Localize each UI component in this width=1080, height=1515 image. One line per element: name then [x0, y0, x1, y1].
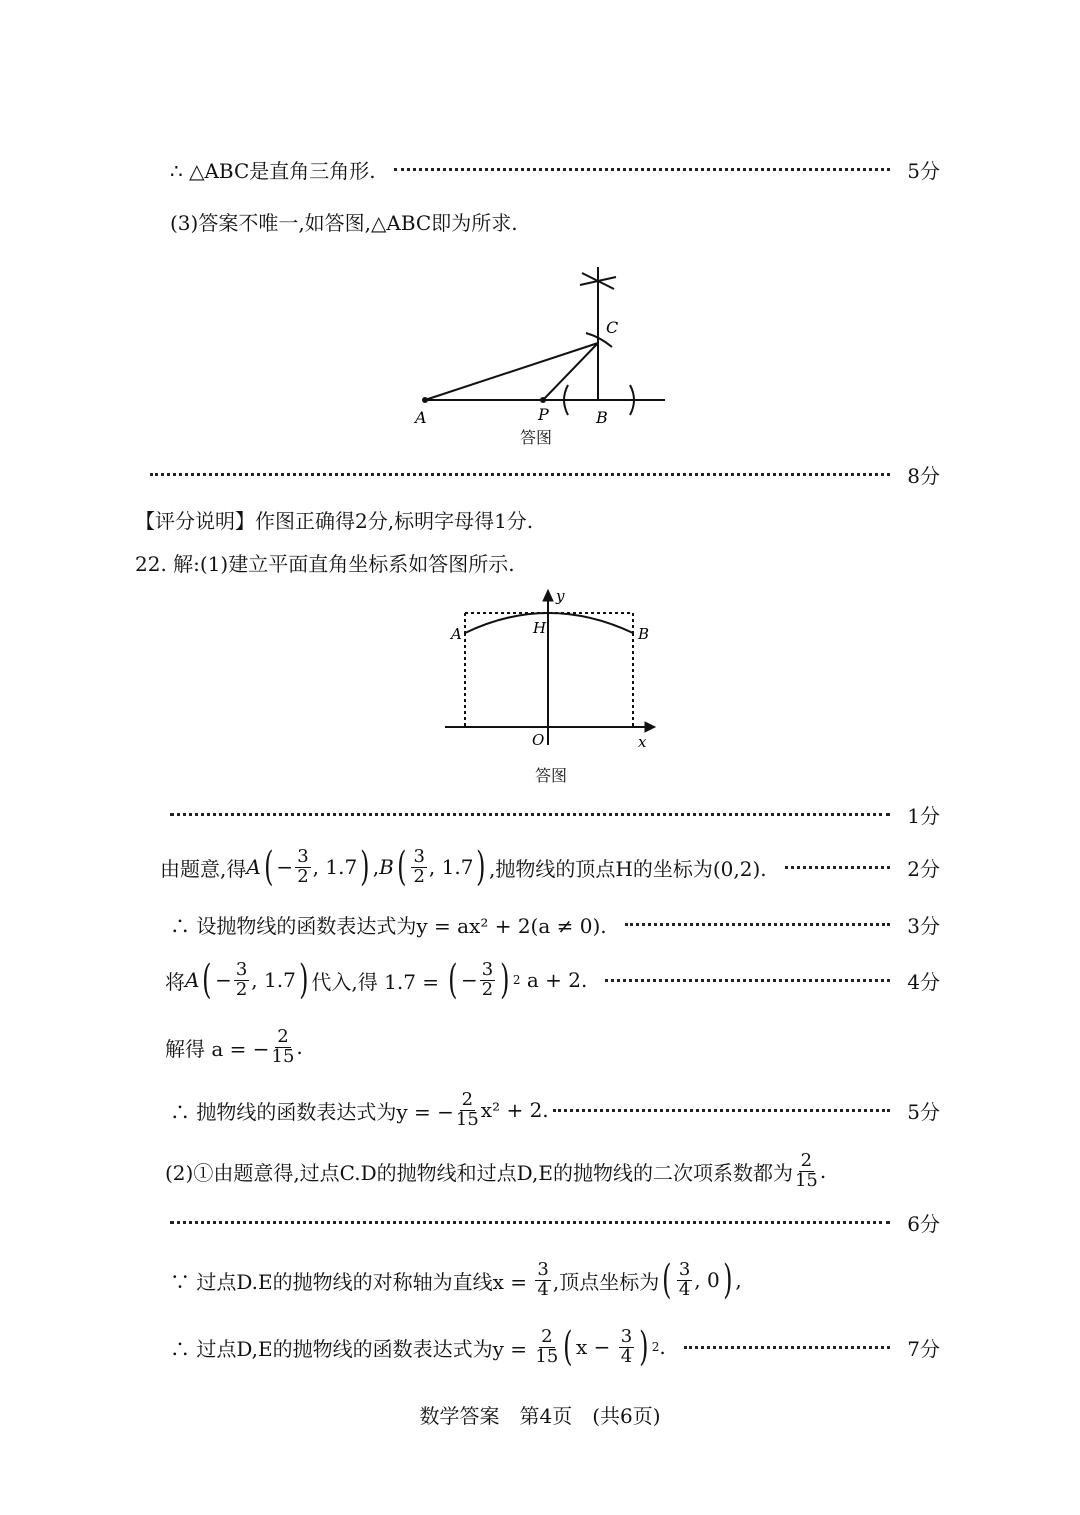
- suffix: x² + 2.: [480, 1098, 549, 1122]
- dot-leader: [170, 813, 890, 816]
- exponent: 2: [651, 1340, 660, 1354]
- y-arrow: [543, 590, 553, 601]
- prefix: 将: [165, 969, 185, 994]
- dot-leader: [150, 473, 890, 476]
- fraction: $\frac{2}{15}$: [455, 1088, 479, 1130]
- page-footer: 数学答案 第4页 (共6页): [419, 1404, 661, 1428]
- axis-line: ∵ 过点D.E的抛物线的对称轴为直线x = $\frac{3}{4}$ ,顶点坐标为 ( $\frac{3}{4}$ , 0 ) ,: [170, 1257, 742, 1303]
- fraction: $\frac{3}{2}$: [413, 845, 425, 887]
- dot-leader: [785, 866, 890, 869]
- score: 7分: [907, 1336, 940, 1361]
- A-y: 1.7: [264, 968, 296, 992]
- score-line-8: [130, 460, 940, 489]
- segment-AC: [425, 343, 598, 400]
- dot-leader: [553, 1109, 890, 1112]
- coordinate-figure: [440, 585, 670, 760]
- score: 3分: [907, 914, 940, 938]
- points-line: 由题意,得 A ( − $\frac{3}{2}$ , 1.7 ) , B ( $\frac{3}{2}$ , 1.7 ) ,抛物线的顶点H的坐标为(0,2). 2分: [160, 844, 940, 890]
- part2-line: (2)①由题意得,过点C.D的抛物线和过点D,E的抛物线的二次项系数都为 $\frac{2}{15}$ .: [165, 1149, 827, 1191]
- point-A: [422, 397, 428, 403]
- label-B: B: [638, 625, 650, 643]
- fraction: $\frac{2}{15}$: [794, 1149, 818, 1191]
- label-P: P: [538, 405, 549, 424]
- fraction: $\frac{3}{4}$: [620, 1325, 633, 1367]
- mid: x −: [575, 1335, 611, 1359]
- dot-leader: [394, 168, 890, 171]
- score: 2分: [907, 856, 940, 881]
- q22-heading: 22. 解:(1)建立平面直角坐标系如答图所示.: [135, 552, 515, 576]
- score-line-1: [160, 800, 940, 829]
- mid: ,顶点坐标为: [552, 1269, 660, 1294]
- scoring-note: 【评分说明】作图正确得2分,标明字母得1分.: [135, 509, 534, 533]
- dot-leader: [605, 979, 890, 982]
- suffix: ,抛物线的顶点H的坐标为(0,2).: [489, 856, 767, 881]
- point-P: [540, 397, 546, 403]
- expression-line: [170, 1085, 940, 1135]
- fraction: $\frac{3}{2}$: [297, 845, 309, 887]
- score: 5分: [907, 1099, 940, 1124]
- label-A: A: [415, 408, 427, 427]
- fraction: $\frac{2}{15}$: [271, 1025, 295, 1067]
- point-A-label: A: [185, 968, 200, 992]
- conclusion-text: ∴ △ABC是直角三角形.: [170, 159, 376, 183]
- point-A-label: A: [246, 855, 261, 879]
- part2-text: (2)①由题意得,过点C.D的抛物线和过点D,E的抛物线的二次项系数都为: [165, 1160, 793, 1185]
- exponent: 2: [512, 973, 521, 987]
- assume-line: [170, 910, 940, 939]
- label-B: B: [596, 408, 608, 427]
- assume-text: ∴ 设抛物线的函数表达式为y = ax² + 2(a ≠ 0).: [170, 914, 607, 938]
- substitute-line: 将 A ( − $\frac{3}{2}$ , 1.7 ) 代入,得 1.7 = ( − $\frac{3}{2}$ ) 2 a + 2. 4分: [165, 957, 940, 1003]
- final-line: ∴ 过点D,E的抛物线的函数表达式为y = $\frac{2}{15}$ ( x − $\frac{3}{4}$ ) 2 . 7分: [170, 1324, 940, 1370]
- label-O: O: [532, 731, 545, 749]
- score: 5分: [907, 159, 940, 183]
- dot-leader: [625, 923, 890, 926]
- prefix: 由题意,得: [160, 856, 247, 881]
- prefix: ∴ 抛物线的函数表达式为y = −: [170, 1099, 454, 1124]
- vertex-y: 0: [706, 1268, 720, 1292]
- score: 1分: [907, 804, 940, 828]
- solve-line: 解得 a = − $\frac{2}{15}$ .: [165, 1025, 303, 1067]
- score: 8分: [907, 464, 940, 488]
- dot-leader: [684, 1346, 890, 1349]
- fraction: $\frac{3}{4}$: [537, 1258, 549, 1300]
- score: 6分: [907, 1212, 940, 1236]
- point-B-label: B: [379, 855, 394, 879]
- fraction: $\frac{3}{2}$: [481, 958, 494, 1000]
- label-x: x: [638, 733, 647, 751]
- part3-text: (3)答案不唯一,如答图,△ABC即为所求.: [170, 211, 518, 235]
- fraction: $\frac{3}{4}$: [678, 1258, 691, 1300]
- prefix: ∵ 过点D.E的抛物线的对称轴为直线x =: [170, 1269, 528, 1294]
- dot-leader: [170, 1221, 890, 1224]
- x-arrow: [645, 722, 655, 732]
- prefix: 解得 a = −: [165, 1036, 270, 1061]
- fraction: $\frac{2}{15}$: [535, 1325, 559, 1367]
- B-y: 1.7: [441, 855, 474, 879]
- label-C: C: [606, 318, 619, 337]
- suffix: a + 2.: [526, 968, 588, 992]
- figure-caption: 答图: [535, 766, 568, 785]
- A-y: 1.7: [325, 855, 358, 879]
- label-A: A: [451, 625, 462, 643]
- score-line-6: [160, 1208, 940, 1237]
- score: 4分: [907, 969, 940, 994]
- label-H: H: [533, 619, 547, 637]
- conclusion-line: [170, 155, 940, 184]
- prefix: ∴ 过点D,E的抛物线的函数表达式为y =: [170, 1336, 528, 1361]
- figure-caption: 答图: [520, 428, 553, 447]
- mid: 代入,得 1.7 =: [311, 969, 440, 994]
- label-y: y: [556, 587, 565, 605]
- fraction: $\frac{3}{2}$: [235, 958, 248, 1000]
